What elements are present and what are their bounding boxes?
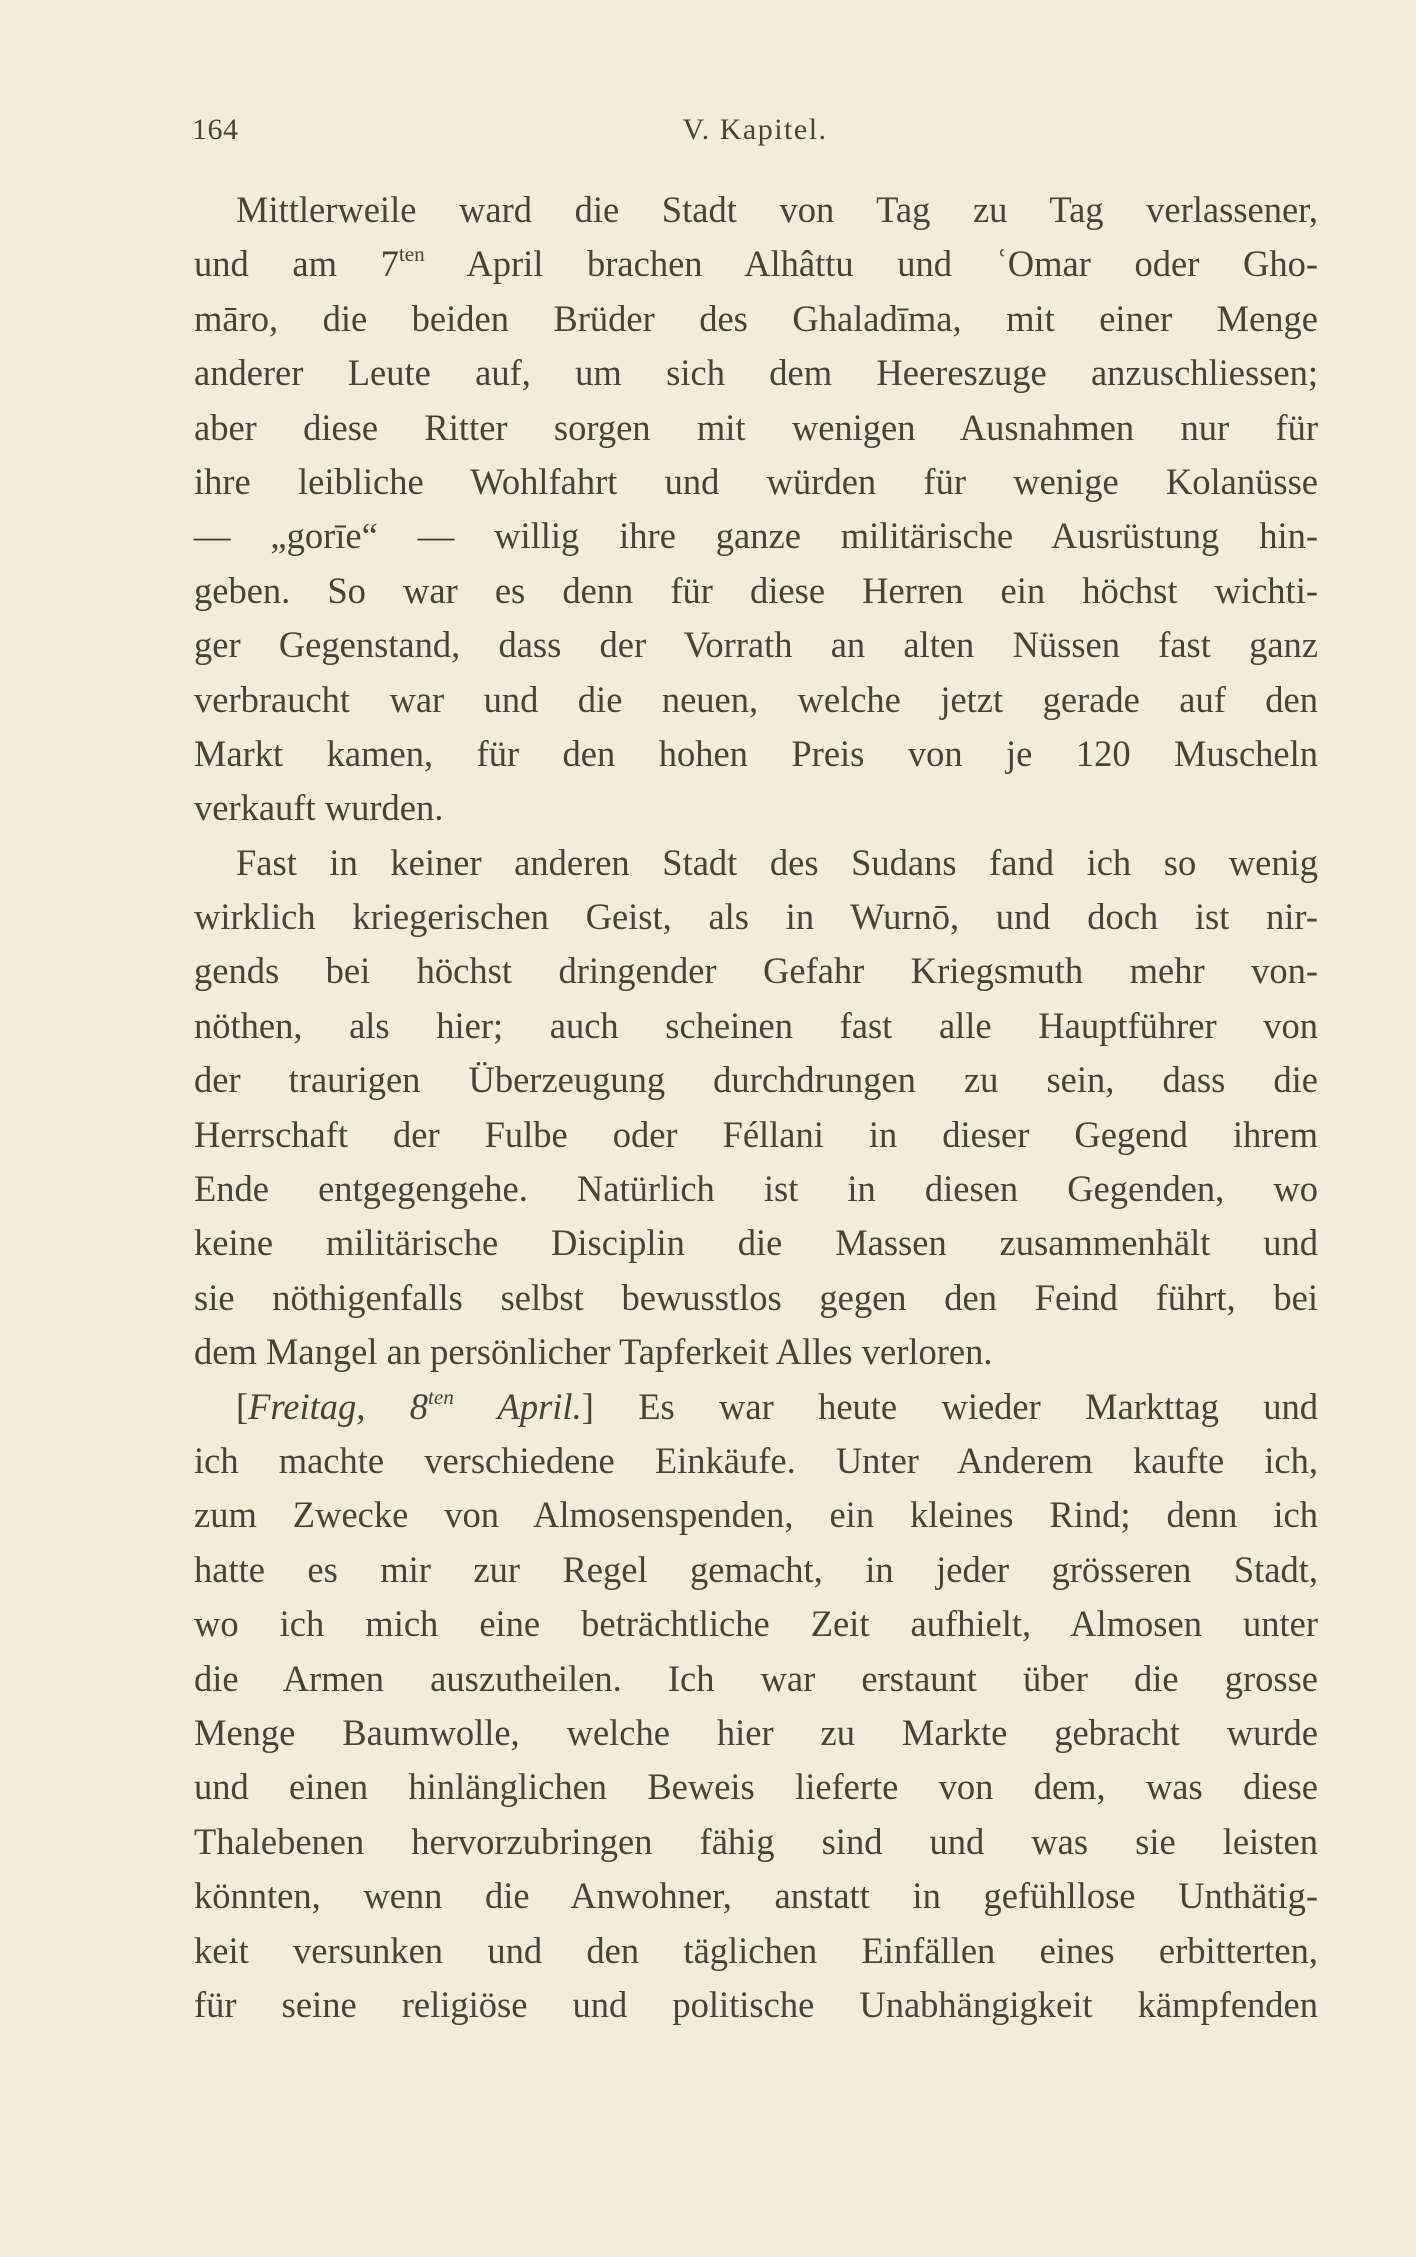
text-line: — „gorīe“ — willig ihre ganze militärische Ausrüstung hin-	[194, 515, 1318, 557]
text-line: wo ich mich eine beträchtliche Zeit aufhielt, Almosen unter	[194, 1603, 1318, 1645]
text-line: Herrschaft der Fulbe oder Féllani in dieser Gegend ihrem	[194, 1113, 1318, 1155]
text-run: ] Es war heute wieder Markttag und	[581, 1385, 1318, 1427]
superscript: ten	[398, 242, 425, 267]
text-line: verbraucht war und die neuen, welche jetzt gerade auf den	[194, 678, 1318, 720]
body-text	[194, 183, 1318, 2032]
text-line: Ende entgegengehe. Natürlich ist in diesen Gegenden, wo	[194, 1168, 1318, 1210]
page-number: 164	[192, 113, 239, 146]
text-line: Fast in keiner anderen Stadt des Sudans fand ich so wenig	[236, 841, 1318, 883]
text-run: April brachen Alhâttu und ʿOmar oder Gho-	[424, 243, 1319, 285]
text-line: ihre leibliche Wohlfahrt und würden für wenige Kolanüsse	[194, 460, 1318, 502]
text-line: nöthen, als hier; auch scheinen fast alle Hauptführer von	[194, 1004, 1318, 1046]
text-line: wirklich kriegerischen Geist, als in Wurnō, und doch ist nir-	[194, 896, 1318, 938]
text-line: hatte es mir zur Regel gemacht, in jeder grösseren Stadt,	[194, 1548, 1318, 1590]
running-head	[192, 113, 1318, 153]
text-line: und einen hinlänglichen Beweis lieferte von dem, was diese	[194, 1766, 1318, 1808]
text-run: [	[236, 1385, 249, 1427]
text-line: ich machte verschiedene Einkäufe. Unter Anderem kaufte ich,	[194, 1439, 1318, 1481]
text-line: ger Gegenstand, dass der Vorrath an alten Nüssen fast ganz	[194, 624, 1318, 666]
text-line: sie nöthigenfalls selbst bewusstlos gegen den Feind führt, bei	[194, 1276, 1318, 1318]
superscript: ten	[428, 1384, 454, 1409]
text-line: dem Mangel an persönlicher Tapferkeit Alles verloren.	[194, 1331, 993, 1373]
text-line: anderer Leute auf, um sich dem Heereszuge anzuschliessen;	[194, 352, 1318, 394]
text-line	[194, 1380, 1318, 1434]
italic-run: Freitag, 8	[248, 1385, 428, 1427]
text-line: Menge Baumwolle, welche hier zu Markte gebracht wurde	[194, 1711, 1318, 1753]
text-line: zum Zwecke von Almosenspenden, ein kleines Rind; denn ich	[194, 1494, 1318, 1536]
text-line: verkauft wurden.	[194, 787, 444, 829]
italic-run: April.	[453, 1385, 582, 1427]
text-line: die Armen auszutheilen. Ich war erstaunt über die grosse	[194, 1657, 1318, 1699]
text-line: der traurigen Überzeugung durchdrungen zu sein, dass die	[194, 1059, 1318, 1101]
text-line: aber diese Ritter sorgen mit wenigen Ausnahmen nur für	[194, 406, 1318, 448]
text-line: keit versunken und den täglichen Einfällen eines erbitterten,	[194, 1929, 1318, 1971]
text-line: Mittlerweile ward die Stadt von Tag zu Tag verlassener,	[236, 189, 1318, 230]
chapter-title: V. Kapitel.	[682, 113, 828, 146]
text-line: gends bei höchst dringender Gefahr Kriegsmuth mehr von-	[194, 950, 1318, 992]
text-line: māro, die beiden Brüder des Ghaladīma, mit einer Menge	[194, 297, 1318, 339]
text-line: keine militärische Disciplin die Massen zusammenhält und	[194, 1222, 1318, 1264]
text-line: für seine religiöse und politische Unabhängigkeit kämpfenden	[194, 1983, 1318, 2025]
text-run: und am 7	[194, 243, 399, 285]
text-line: Thalebenen hervorzubringen fähig sind und was sie leisten	[194, 1820, 1318, 1862]
text-line: Markt kamen, für den hohen Preis von je 120 Muscheln	[194, 732, 1318, 774]
text-line: geben. So war es denn für diese Herren ein höchst wichti-	[194, 569, 1318, 611]
text-line: könnten, wenn die Anwohner, anstatt in gefühllose Unthätig-	[194, 1875, 1318, 1917]
text-line	[194, 237, 1318, 291]
